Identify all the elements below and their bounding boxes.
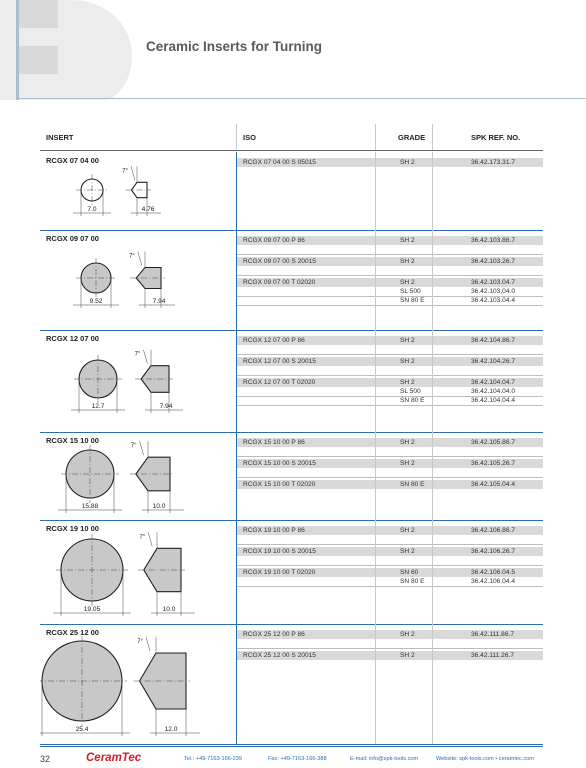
thickness-label: 12.0 xyxy=(164,726,178,733)
column-divider xyxy=(375,432,376,520)
cell-ref: 36.42.106.04.4 xyxy=(471,578,515,585)
angle-label: 7° xyxy=(137,639,143,645)
insert-section xyxy=(40,152,543,231)
footer-website[interactable]: Website: spk-tools.com • ceramtec.com xyxy=(436,756,534,762)
angle-label: 7° xyxy=(130,443,137,450)
cell-grade: SH 2 xyxy=(400,237,415,244)
column-divider xyxy=(236,152,237,230)
table-row xyxy=(237,378,543,387)
cell-ref: 36.42.104.86.7 xyxy=(471,337,515,344)
insert-drawing xyxy=(40,520,236,624)
table-row xyxy=(237,639,543,649)
insert-name: RCGX 07 04 00 xyxy=(46,156,99,165)
cell-ref: 36.42.111.86.7 xyxy=(471,631,515,638)
insert-section xyxy=(40,230,543,331)
column-divider-ref xyxy=(432,124,433,150)
table-row xyxy=(237,459,543,468)
diameter-label: 7.0 xyxy=(87,206,97,213)
insert-section xyxy=(40,330,543,433)
corner-emblem xyxy=(0,0,140,100)
header-ref: SPK REF. NO. xyxy=(471,132,521,142)
column-divider xyxy=(236,624,237,744)
page-number: 32 xyxy=(40,754,51,764)
cell-grade: SN 80 E xyxy=(400,481,425,488)
cell-ref: 36.42.106.04.5 xyxy=(471,569,515,576)
table-row xyxy=(237,278,543,287)
table-row xyxy=(237,651,543,660)
table-row xyxy=(237,396,543,406)
insert-section xyxy=(40,520,543,625)
cell-grade: SN 80 E xyxy=(400,578,425,585)
column-divider xyxy=(236,330,237,432)
cell-grade: SH 2 xyxy=(400,258,415,265)
column-divider xyxy=(375,230,376,330)
insert-name: RCGX 15 10 00 xyxy=(46,436,99,445)
table-row xyxy=(237,630,543,639)
column-divider xyxy=(432,432,433,520)
table-row xyxy=(237,366,543,376)
table-row xyxy=(237,535,543,545)
table-row xyxy=(237,447,543,457)
thickness-label: 10.0 xyxy=(152,503,166,510)
cell-ref: 36.42.104.04.0 xyxy=(471,388,515,395)
column-divider xyxy=(432,230,433,330)
column-divider xyxy=(375,624,376,744)
table-row xyxy=(237,526,543,535)
cell-iso: RCGX 15 10 00 T 02020 xyxy=(243,481,316,488)
cell-grade: SL 500 xyxy=(400,288,421,295)
diameter-label: 25.4 xyxy=(75,726,89,733)
table-row xyxy=(237,236,543,245)
cell-ref: 36.42.104.04.4 xyxy=(471,397,515,404)
table-row xyxy=(237,158,543,167)
table-row xyxy=(237,556,543,566)
cell-ref: 36.42.105.26.7 xyxy=(471,460,515,467)
cell-grade: SH 2 xyxy=(400,527,415,534)
cell-grade: SN 80 E xyxy=(400,397,425,404)
cell-grade: SH 2 xyxy=(400,159,415,166)
ceramtec-logo: CeramTec xyxy=(86,752,142,764)
thickness-label: 7.94 xyxy=(159,403,173,410)
table-header xyxy=(40,124,543,151)
footer-divider xyxy=(40,746,543,747)
table-row xyxy=(237,345,543,355)
column-divider xyxy=(432,152,433,230)
table-row xyxy=(237,257,543,266)
cell-iso: RCGX 19 10 00 P 86 xyxy=(243,527,305,534)
cell-iso: RCGX 12 07 00 S 20015 xyxy=(243,358,316,365)
cell-ref: 36.42.105.86.7 xyxy=(471,439,515,446)
cell-iso: RCGX 15 10 00 S 20015 xyxy=(243,460,316,467)
insert-name: RCGX 25 12 00 xyxy=(46,628,99,637)
cell-iso: RCGX 25 12 00 P 86 xyxy=(243,631,305,638)
page-title: Ceramic Inserts for Turning xyxy=(146,39,323,54)
insert-drawing xyxy=(40,152,236,230)
column-divider xyxy=(236,230,237,330)
cell-ref: 36.42.103.86.7 xyxy=(471,237,515,244)
angle-label: 7° xyxy=(122,168,128,175)
header-grade: GRADE xyxy=(398,132,426,142)
insert-name: RCGX 09 07 00 xyxy=(46,234,99,243)
insert-drawing xyxy=(40,230,236,330)
angle-label: 7° xyxy=(134,351,141,358)
cell-iso: RCGX 07 04 00 S 05015 xyxy=(243,159,316,166)
cell-grade: SH 2 xyxy=(400,279,415,286)
cell-grade: SL 500 xyxy=(400,388,421,395)
cell-iso: RCGX 25 12 00 S 20015 xyxy=(243,652,316,659)
cell-ref: 36.42.106.86.7 xyxy=(471,527,515,534)
thickness-label: 7.94 xyxy=(152,298,166,305)
cell-iso: RCGX 09 07 00 S 20015 xyxy=(243,258,316,265)
title-divider xyxy=(16,98,586,99)
footer-tel: Tel.: +49-7163-166-239 xyxy=(184,756,242,762)
cell-ref: 36.42.103.04.7 xyxy=(471,279,515,286)
cell-iso: RCGX 12 07 00 P 86 xyxy=(243,337,305,344)
table-row xyxy=(237,547,543,556)
table-row xyxy=(237,468,543,478)
column-divider xyxy=(432,330,433,432)
table-row xyxy=(237,577,543,587)
cell-grade: SN 60 xyxy=(400,569,419,576)
diameter-label: 12.7 xyxy=(91,403,105,410)
column-divider-grade xyxy=(375,124,376,150)
diameter-label: 9.52 xyxy=(89,298,103,305)
cell-ref: 36.42.103.26.7 xyxy=(471,258,515,265)
cell-iso: RCGX 12 07 00 T 02020 xyxy=(243,379,316,386)
thickness-label: 10.0 xyxy=(162,606,176,613)
table-row xyxy=(237,266,543,276)
cell-grade: SH 2 xyxy=(400,439,415,446)
cell-grade: SH 2 xyxy=(400,652,415,659)
cell-ref: 36.42.104.04.7 xyxy=(471,379,515,386)
column-divider xyxy=(432,520,433,624)
footer-fax: Fax: +49-7163-166-388 xyxy=(268,756,327,762)
table-row xyxy=(237,438,543,447)
footer-email: E-mail: info@spk-tools.com xyxy=(350,756,419,762)
cell-ref: 36.42.106.26.7 xyxy=(471,548,515,555)
column-divider xyxy=(236,520,237,624)
table-row xyxy=(237,357,543,366)
cell-ref: 36.42.173.31.7 xyxy=(471,159,515,166)
table-row xyxy=(237,336,543,345)
diameter-label: 15.88 xyxy=(81,503,99,510)
insert-drawing xyxy=(40,330,236,432)
table-row xyxy=(237,568,543,577)
cell-ref: 36.42.111.26.7 xyxy=(471,652,515,659)
cell-iso: RCGX 19 10 00 S 20015 xyxy=(243,548,316,555)
insert-drawing xyxy=(40,432,236,520)
cell-ref: 36.42.104.26.7 xyxy=(471,358,515,365)
cell-ref: 36.42.103.04.0 xyxy=(471,288,515,295)
column-divider xyxy=(375,152,376,230)
header-insert: INSERT xyxy=(46,132,74,142)
cell-grade: SH 2 xyxy=(400,460,415,467)
insert-name: RCGX 19 10 00 xyxy=(46,524,99,533)
insert-drawing xyxy=(40,624,236,744)
header-iso: ISO xyxy=(243,132,256,142)
insert-section xyxy=(40,432,543,521)
cell-grade: SH 2 xyxy=(400,631,415,638)
table-row xyxy=(237,480,543,489)
column-divider-iso xyxy=(236,124,237,150)
angle-label: 7° xyxy=(139,534,146,541)
insert-section xyxy=(40,624,543,745)
angle-label: 7° xyxy=(129,253,135,260)
cell-grade: SH 2 xyxy=(400,337,415,344)
cell-iso: RCGX 15 10 00 P 86 xyxy=(243,439,305,446)
cell-iso: RCGX 09 07 00 P 86 xyxy=(243,237,305,244)
insert-name: RCGX 12 07 00 xyxy=(46,334,99,343)
cell-grade: SN 80 E xyxy=(400,297,425,304)
thickness-label: 4.76 xyxy=(141,206,155,213)
table-row xyxy=(237,296,543,306)
column-divider xyxy=(236,432,237,520)
column-divider xyxy=(432,624,433,744)
cell-grade: SH 2 xyxy=(400,548,415,555)
diameter-label: 19.05 xyxy=(83,606,101,613)
column-divider xyxy=(375,520,376,624)
cell-grade: SH 2 xyxy=(400,379,415,386)
cell-iso: RCGX 09 07 00 T 02020 xyxy=(243,279,316,286)
cell-ref: 36.42.105.04.4 xyxy=(471,481,515,488)
cell-iso: RCGX 19 10 00 T 02020 xyxy=(243,569,316,576)
cell-ref: 36.42.103.04.4 xyxy=(471,297,515,304)
cell-grade: SH 2 xyxy=(400,358,415,365)
column-divider xyxy=(375,330,376,432)
table-row xyxy=(237,245,543,255)
